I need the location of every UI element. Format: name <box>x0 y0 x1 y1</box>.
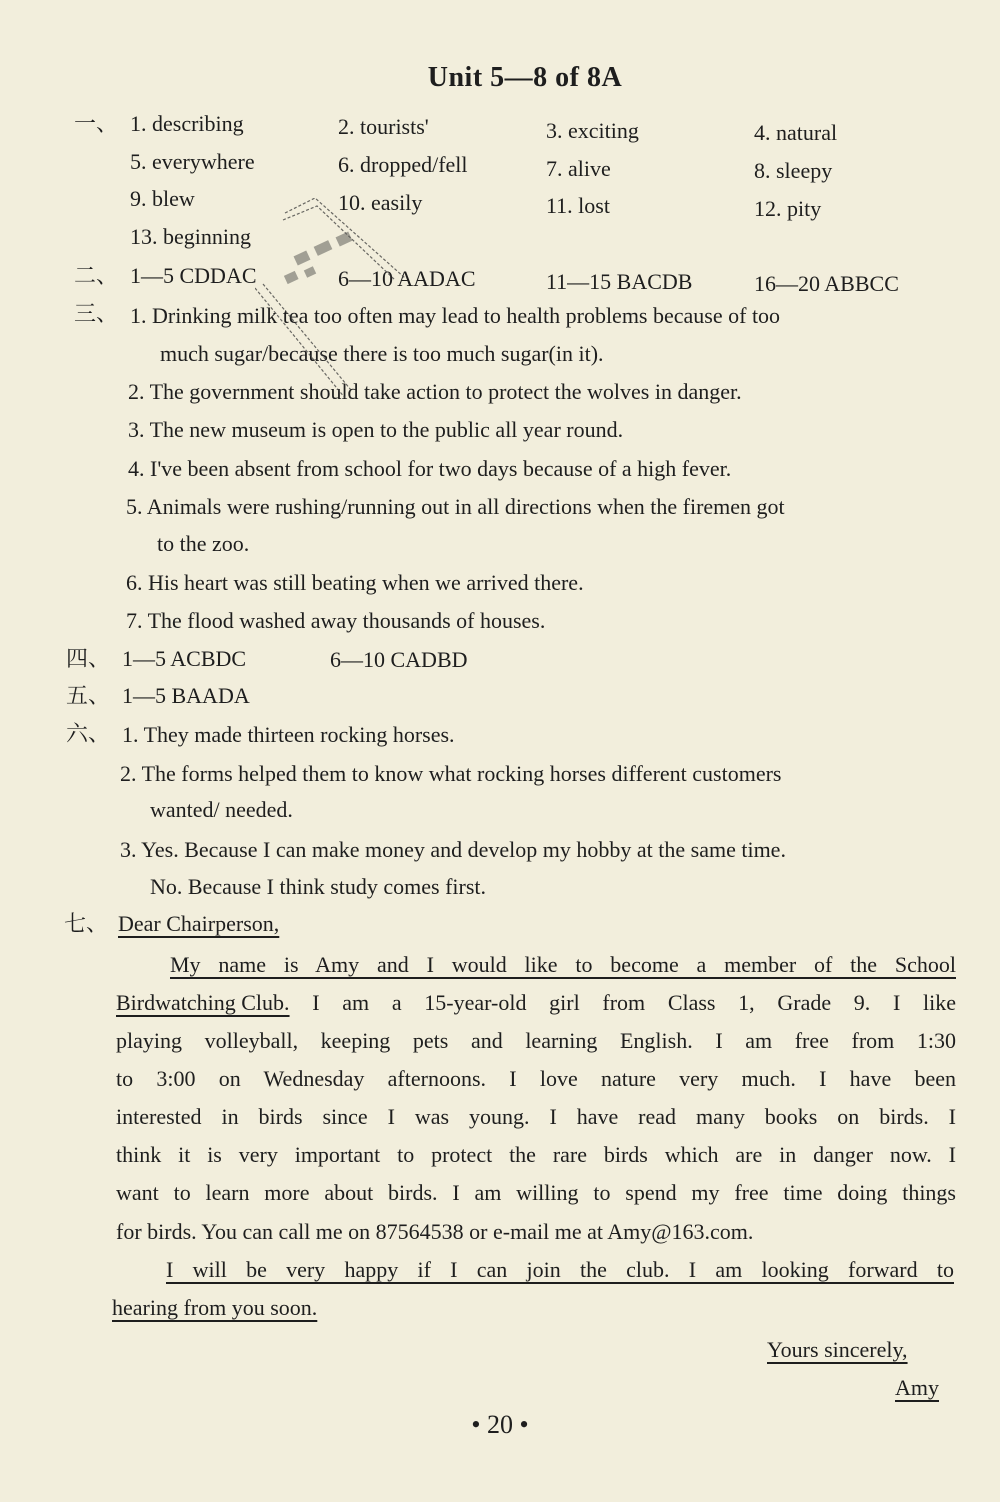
s3-sentence-1: 1. Drinking milk tea too often may lead to health problems because of too <box>130 303 781 328</box>
s1-answer-1: 1. describing <box>130 111 244 136</box>
s1-answer-10: 10. easily <box>338 190 423 215</box>
s3-sentence-2: 2. The government should take action to protect the wolves in danger. <box>128 379 742 404</box>
page-title: Unit 5—8 of 8A <box>427 62 623 93</box>
s1-answer-8: 8. sleepy <box>754 158 833 183</box>
watermark-stamp <box>255 198 405 398</box>
letter-p2-line-1: I will be very happy if I can join the club. I am looking forward to <box>166 1257 954 1282</box>
letter-p1-line-4: to 3:00 on Wednesday afternoons. I love nature very much. I have been <box>116 1066 956 1091</box>
letter-p1-line-8: for birds. You can call me on 87564538 or e-mail me at Amy@163.com. <box>116 1219 754 1244</box>
letter-salutation: Dear Chairperson, <box>118 911 280 936</box>
section-6-label: 六、 <box>66 721 111 746</box>
s2-group-3: 11—15 BACDB <box>546 269 693 294</box>
s4-group-2: 6—10 CADBD <box>330 647 468 672</box>
letter-signature: Amy <box>895 1375 939 1400</box>
s3-sentence-3: 3. The new museum is open to the public all year round. <box>128 417 624 442</box>
s3-sentence-6: 6. His heart was still beating when we arrived there. <box>126 570 584 595</box>
s1-answer-4: 4. natural <box>754 120 838 145</box>
letter-p1-line-5: interested in birds since I was young. I have read many books on birds. I <box>116 1104 956 1129</box>
section-3-label: 三、 <box>74 301 119 326</box>
s1-answer-5: 5. everywhere <box>130 149 255 174</box>
s1-answer-12: 12. pity <box>754 196 822 221</box>
s2-group-1: 1—5 CDDAC <box>130 263 257 288</box>
s2-group-4: 16—20 ABBCC <box>754 271 899 296</box>
letter-p1-line-1: My name is Amy and I would like to become a member of the School <box>170 952 956 977</box>
s3-sentence-7: 7. The flood washed away thousands of houses. <box>126 608 546 633</box>
section-7-label: 七、 <box>64 911 109 936</box>
section-1-label: 一、 <box>74 111 119 136</box>
s2-group-2: 6—10 AADAC <box>338 266 476 291</box>
section-2-label: 二、 <box>74 263 119 288</box>
letter-p1-line-2-underlined: Birdwatching Club. <box>116 990 290 1015</box>
letter-p1-line-2 <box>116 989 956 1017</box>
s6-answer-3: 3. Yes. Because I can make money and develop my hobby at the same time. <box>120 837 786 862</box>
s1-answer-9: 9. blew <box>130 186 195 211</box>
letter-p1-line-6: think it is very important to protect the rare birds which are in danger now. I <box>116 1142 956 1167</box>
s1-answer-13: 13. beginning <box>130 224 251 249</box>
letter-p2-line-2: hearing from you soon. <box>112 1295 318 1320</box>
s1-answer-6: 6. dropped/fell <box>338 152 468 177</box>
s6-answer-1: 1. They made thirteen rocking horses. <box>122 722 455 747</box>
s6-answer-2-cont: wanted/ needed. <box>150 797 293 822</box>
s6-answer-2: 2. The forms helped them to know what rocking horses different customers <box>120 761 782 786</box>
s5-group-1: 1—5 BAADA <box>122 683 250 708</box>
section-4-label: 四、 <box>66 646 111 671</box>
s4-group-1: 1—5 ACBDC <box>122 646 247 671</box>
s3-sentence-1-cont: much sugar/because there is too much sugar(in it). <box>160 341 604 366</box>
s3-sentence-5-cont: to the zoo. <box>157 531 250 556</box>
page-number: • 20 • <box>471 1410 529 1439</box>
s3-sentence-4: 4. I've been absent from school for two days because of a high fever. <box>128 456 732 481</box>
section-5-label: 五、 <box>66 683 111 708</box>
s1-answer-11: 11. lost <box>546 193 610 218</box>
s1-answer-3: 3. exciting <box>546 118 639 143</box>
s3-sentence-5: 5. Animals were rushing/running out in all directions when the firemen got <box>126 494 785 519</box>
letter-closing: Yours sincerely, <box>767 1337 908 1362</box>
letter-p1-line-2-rest: I am a 15-year-old girl from Class 1, Grade 9. I like <box>289 990 956 1015</box>
s1-answer-7: 7. alive <box>546 156 611 181</box>
letter-p1-line-7: want to learn more about birds. I am willing to spend my free time doing things <box>116 1180 956 1205</box>
letter-p1-line-3: playing volleyball, keeping pets and learning English. I am free from 1:30 <box>116 1028 956 1053</box>
s1-answer-2: 2. tourists' <box>338 114 429 139</box>
s6-answer-3-cont: No. Because I think study comes first. <box>150 874 487 899</box>
